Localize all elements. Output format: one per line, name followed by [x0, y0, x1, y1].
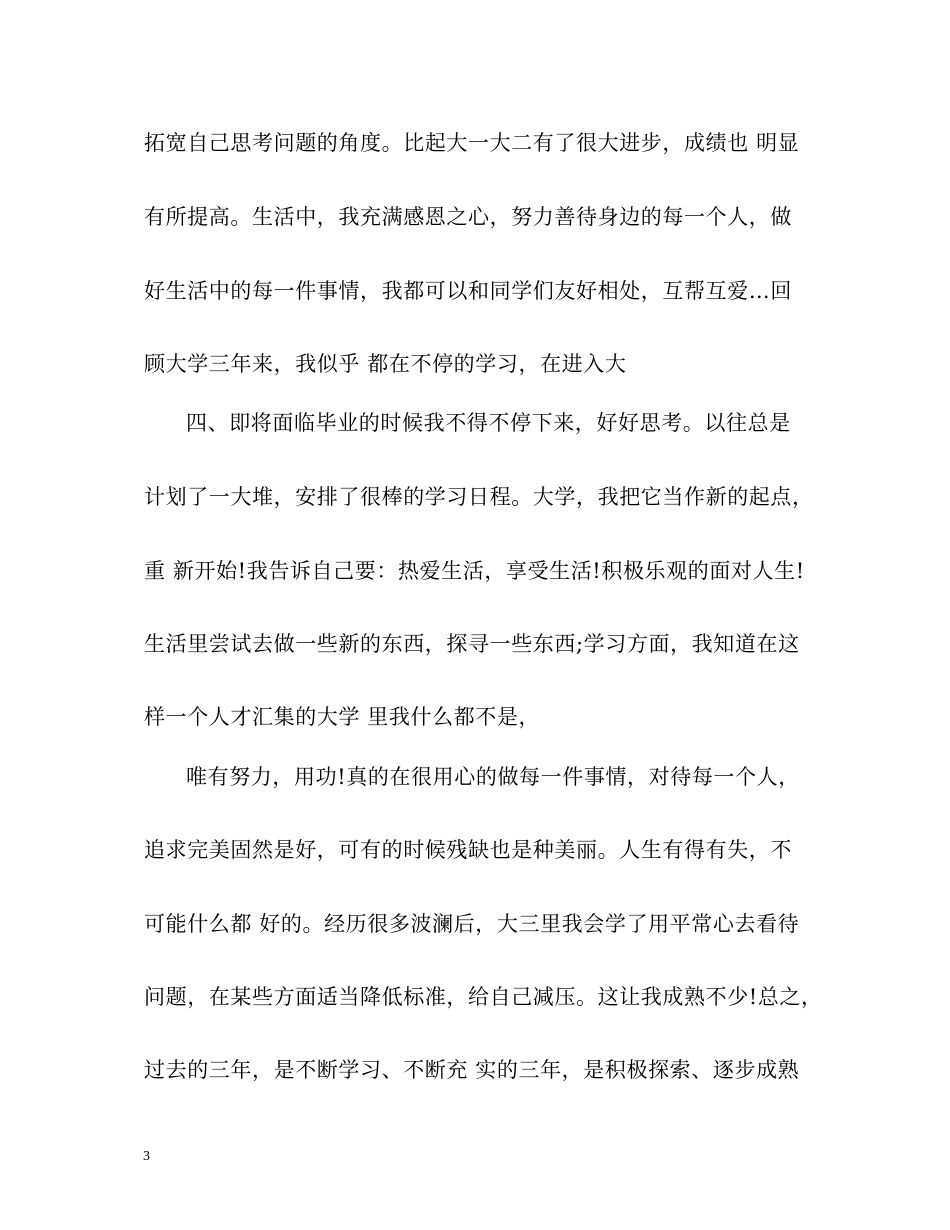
text-line: 重 新开始!我告诉自己要：热爱生活，享受生活!积极乐观的面对人生!	[144, 559, 805, 583]
text-line: 问题，在某些方面适当降低标准，给自己减压。这让我成熟不少!总之，	[144, 985, 823, 1009]
text-line: 可能什么都 好的。经历很多波澜后，大三里我会学了用平常心去看待	[144, 912, 800, 936]
text-line: 计划了一大堆，安排了很棒的学习日程。大学，我把它当作新的起点，	[144, 485, 814, 509]
text-line: 拓宽自己思考问题的角度。比起大一大二有了很大进步，成绩也 明显	[144, 131, 800, 155]
text-line: 好生活中的每一件事情，我都可以和同学们友好相处，互帮互爱…回	[144, 279, 792, 303]
page-number: 3	[143, 1149, 150, 1164]
text-line: 顾大学三年来，我似乎 都在不停的学习，在进入大	[144, 352, 627, 376]
text-line: 追求完美固然是好，可有的时候残缺也是种美丽。人生有得有失，不	[144, 838, 792, 862]
paragraph-first-line: 四、即将面临毕业的时候我不得不停下来，好好思考。以往总是	[186, 411, 791, 435]
text-line: 样一个人才汇集的大学 里我什么都不是，	[144, 705, 541, 729]
text-line: 生活里尝试去做一些新的东西，探寻一些东西;学习方面，我知道在这	[144, 632, 800, 656]
text-line: 过去的三年，是不断学习、不断充 实的三年，是积极探索、逐步成熟	[144, 1058, 800, 1082]
text-line: 有所提高。生活中，我充满感恩之心，努力善待身边的每一个人，做	[144, 205, 792, 229]
paragraph-first-line: 唯有努力，用功!真的在很用心的做每一件事情，对待每一个人，	[186, 765, 800, 789]
